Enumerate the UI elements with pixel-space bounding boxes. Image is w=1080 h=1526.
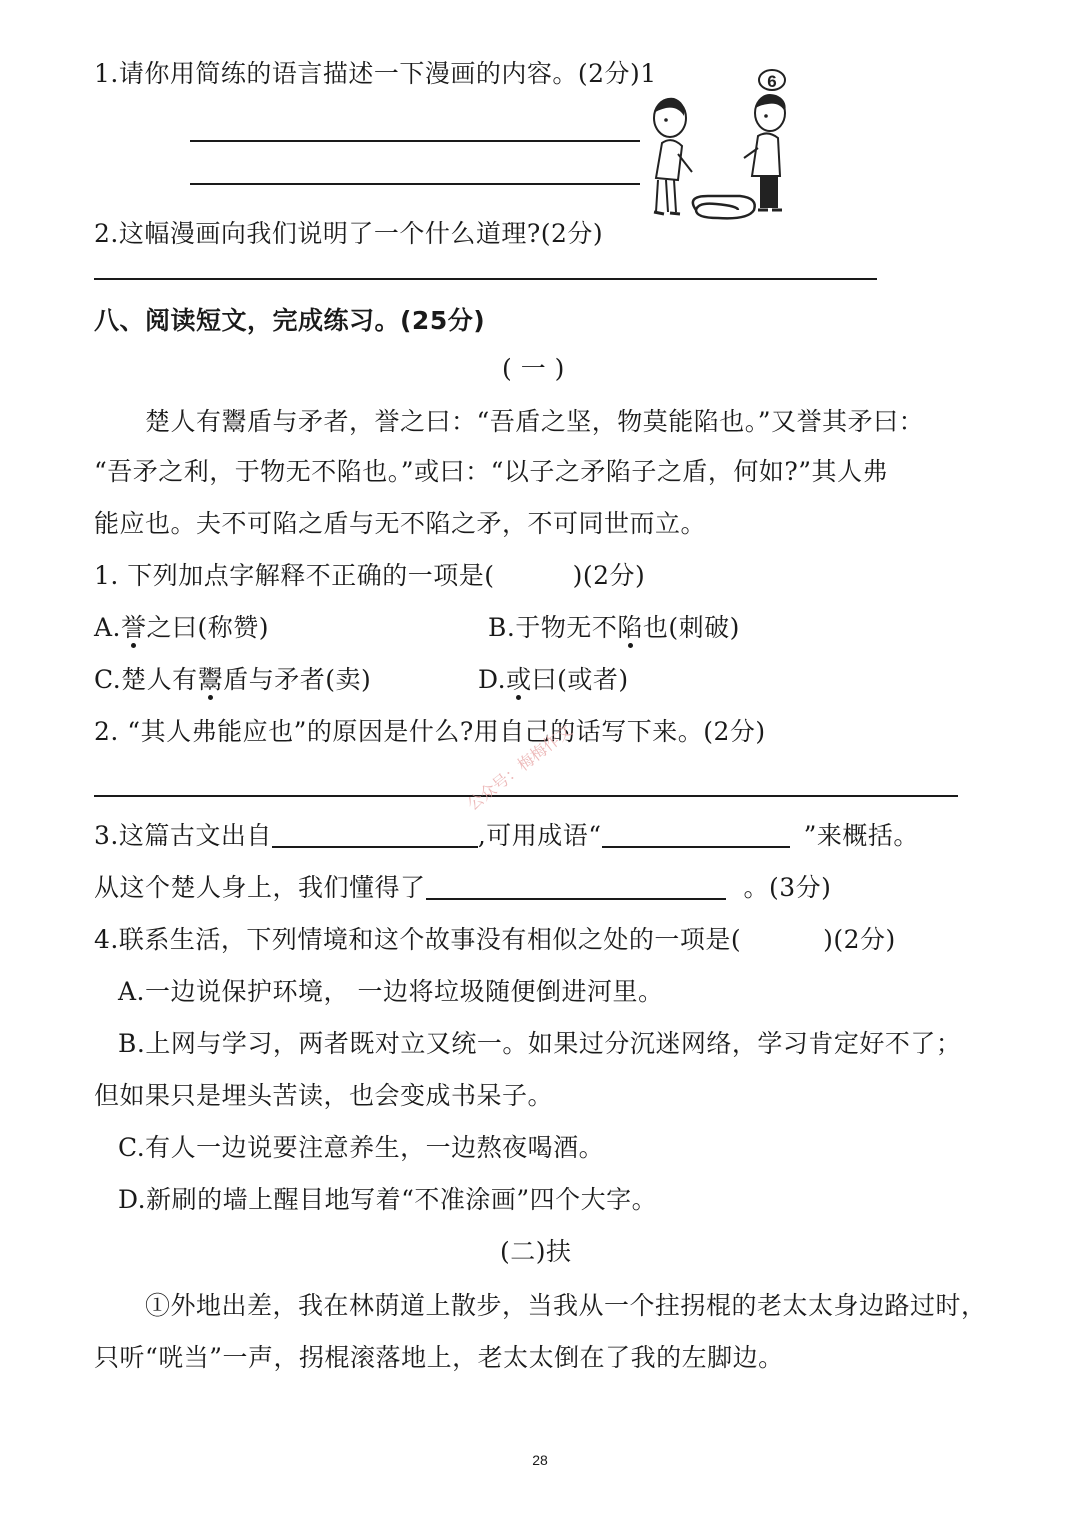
passage-line: “吾矛之利，于物无不陷也。”或曰：“以子之矛陷子之盾，何如?”其人弗 [94, 457, 889, 486]
question-3-cont [94, 872, 831, 904]
dotted-char: 鬻 [197, 665, 224, 694]
option-b[interactable] [488, 612, 740, 644]
q4-option-c[interactable]: C.有人一边说要注意养生，一边熬夜喝酒。 [118, 1133, 605, 1162]
question-text: 1. 下列加点字解释不正确的一项是( [94, 561, 495, 590]
answer-blank[interactable] [272, 822, 478, 848]
question-1 [94, 560, 645, 592]
option-text: 也(刺破) [642, 613, 740, 642]
question-score: )(2分) [823, 925, 896, 954]
q4-option-d[interactable]: D.新刷的墙上醒目地写着“不准涂画”四个大字。 [118, 1185, 658, 1214]
passage-line: 只听“咣当”一声，拐棍滚落地上，老太太倒在了我的左脚边。 [94, 1343, 784, 1372]
comic-question-2: 2.这幅漫画向我们说明了一个什么道理?(2分) [94, 219, 604, 248]
dotted-char: 或 [506, 665, 532, 694]
question-2: 2. “其人弗能应也”的原因是什么?用自己的话写下来。(2分) [94, 717, 766, 746]
question-text: 从这个楚人身上，我们懂得了 [94, 873, 426, 902]
question-score: 。(3分) [743, 873, 832, 902]
question-4 [94, 924, 896, 956]
dotted-char: 陷 [617, 613, 643, 642]
option-label: C.楚人有 [94, 665, 198, 694]
q4-option-a[interactable]: A.一边说保护环境， 一边将垃圾随便倒进河里。 [118, 977, 664, 1006]
answer-line[interactable] [190, 183, 640, 185]
option-label: B.于物无不 [488, 613, 618, 642]
option-label: D. [478, 665, 507, 694]
question-score: )(2分) [572, 561, 646, 590]
question-text: ,可用成语“ [477, 821, 602, 850]
answer-blank[interactable] [426, 874, 726, 900]
option-text: 盾与矛者(卖) [223, 665, 372, 694]
cartoon-illustration [640, 68, 810, 228]
page-number: 28 [532, 1452, 548, 1468]
passage-line: 能应也。夫不可陷之盾与无不陷之矛，不可同世而立。 [94, 509, 707, 538]
option-a[interactable] [94, 612, 269, 644]
option-label: A. [94, 613, 122, 642]
answer-line[interactable] [94, 278, 877, 280]
bubble-number: 6 [767, 72, 777, 91]
answer-blank[interactable] [602, 822, 790, 848]
part-title: ( 一 ) [502, 354, 565, 383]
part-title: (二)扶 [500, 1237, 572, 1266]
option-text: 曰(或者) [531, 665, 629, 694]
option-text: 之曰(称赞) [146, 613, 270, 642]
section-heading: 八、阅读短文，完成练习。(25分) [94, 306, 486, 335]
passage-line: ①外地出差，我在林荫道上散步，当我从一个拄拐棍的老太太身边路过时， [145, 1291, 987, 1320]
question-text: ”来概括。 [803, 821, 919, 850]
dotted-char: 誉 [121, 613, 147, 642]
q4-option-b-cont: 但如果只是埋头苦读，也会变成书呆子。 [94, 1081, 554, 1110]
answer-line[interactable] [190, 140, 640, 142]
question-text: 4.联系生活，下列情境和这个故事没有相似之处的一项是( [94, 925, 742, 954]
q4-option-b[interactable]: B.上网与学习，两者既对立又统一。如果过分沉迷网络，学习肯定好不了； [118, 1029, 962, 1058]
watermark: 公众号：梅梅作文 [463, 720, 576, 815]
option-c[interactable] [94, 664, 371, 696]
question-text: 3.这篇古文出自 [94, 821, 272, 850]
question-3 [94, 820, 919, 852]
answer-line[interactable] [94, 795, 958, 797]
comic-question-1: 1.请你用简练的语言描述一下漫画的内容。(2分)1 [94, 59, 657, 88]
option-d[interactable] [478, 664, 629, 696]
passage-line: 楚人有鬻盾与矛者，誉之曰：“吾盾之坚，物莫能陷也。”又誉其矛曰： [145, 407, 925, 436]
